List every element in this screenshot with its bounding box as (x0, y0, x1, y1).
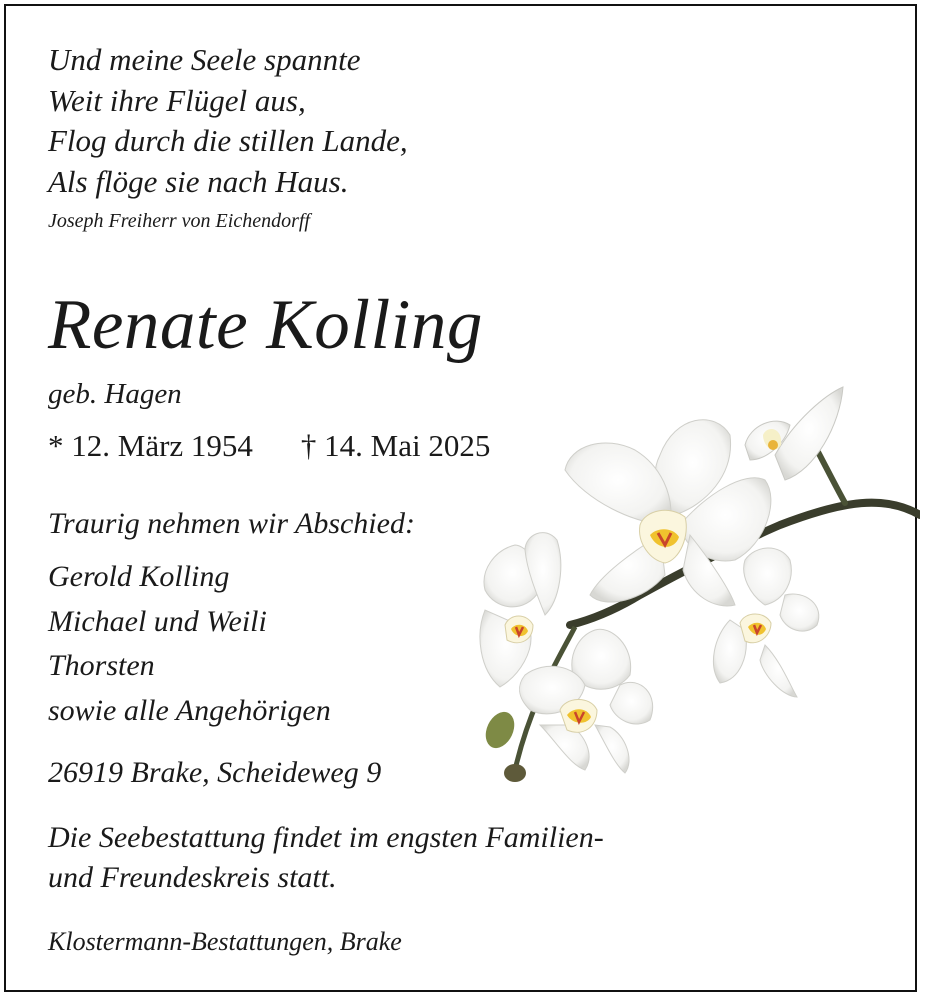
poem-line: Flog durch die stillen Lande, (48, 123, 408, 158)
mourners-list (48, 555, 331, 733)
life-dates (48, 428, 490, 464)
mourners-intro: Traurig nehmen wir Abschied: (48, 507, 415, 540)
note-line: Die Seebestattung findet im engsten Familien- (48, 821, 604, 854)
funeral-home: Klostermann-Bestattungen, Brake (48, 927, 402, 956)
death-date: † 14. Mai 2025 (300, 428, 491, 463)
poem (48, 40, 408, 202)
born-name: geb. Hagen (48, 378, 182, 410)
birth-date: * 12. März 1954 (48, 428, 253, 463)
burial-note (48, 818, 604, 898)
poem-line: Als flöge sie nach Haus. (48, 163, 349, 199)
poem-line: Weit ihre Flügel aus, (48, 82, 306, 118)
deceased-name: Renate Kolling (48, 286, 483, 364)
mourner-name: Thorsten (48, 649, 155, 682)
address: 26919 Brake, Scheideweg 9 (48, 756, 382, 789)
poem-line: Und meine Seele spannte (48, 42, 361, 77)
mourner-name: Gerold Kolling (48, 560, 230, 593)
mourner-name: sowie alle Angehörigen (48, 693, 331, 727)
poem-author: Joseph Freiherr von Eichendorff (48, 210, 310, 232)
note-line: und Freundeskreis statt. (48, 861, 337, 894)
orchid-icon (445, 375, 920, 790)
mourner-name: Michael und Weili (48, 604, 267, 638)
